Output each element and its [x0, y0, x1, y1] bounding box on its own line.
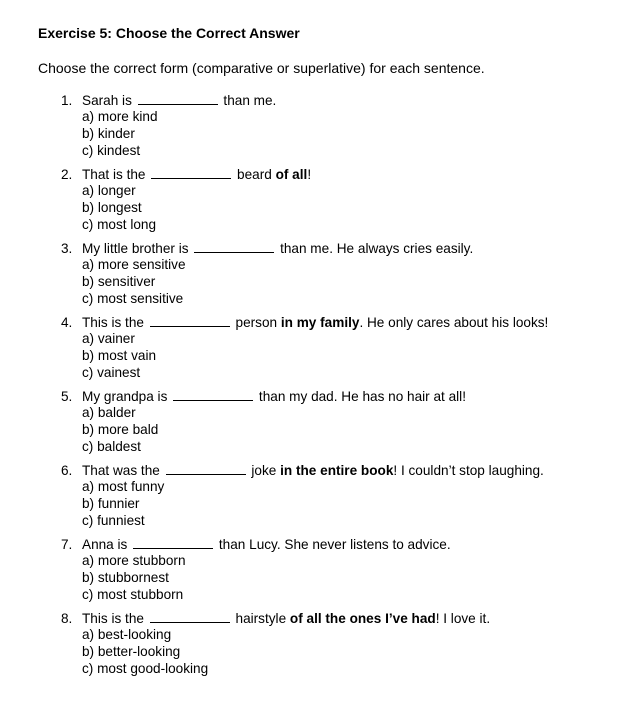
option-c[interactable]: c) most long — [82, 217, 157, 232]
question-sentence — [61, 388, 466, 405]
answer-options — [82, 552, 186, 603]
sentence-middle: person — [231, 315, 281, 330]
sentence-start: Anna is — [82, 537, 132, 552]
answer-options — [82, 626, 208, 677]
sentence-end: than my dad. He has no hair at all! — [255, 389, 466, 404]
option-a[interactable]: a) more kind — [82, 109, 158, 124]
answer-options — [82, 108, 158, 159]
question-1 — [0, 92, 619, 166]
sentence-emphasis: of all — [275, 167, 308, 182]
question-7 — [0, 536, 619, 610]
option-c[interactable]: c) most good-looking — [82, 661, 209, 676]
answer-blank[interactable] — [138, 92, 218, 105]
sentence-start: My grandpa is — [82, 389, 172, 404]
question-number: 7. — [61, 537, 73, 552]
question-sentence — [61, 610, 490, 627]
question-3 — [0, 240, 619, 314]
question-sentence — [61, 92, 276, 109]
sentence-end: ! I couldn’t stop laughing. — [393, 463, 544, 478]
sentence-emphasis: in the entire book — [280, 463, 394, 478]
exercise-title: Exercise 5: Choose the Correct Answer — [38, 25, 300, 41]
answer-options — [82, 182, 156, 233]
answer-blank[interactable] — [150, 314, 230, 327]
sentence-end: than Lucy. She never listens to advice. — [215, 537, 451, 552]
sentence-start: That is the — [82, 167, 150, 182]
option-a[interactable]: a) best-looking — [82, 627, 172, 642]
answer-options — [82, 404, 158, 455]
question-number: 1. — [61, 93, 73, 108]
question-number: 8. — [61, 611, 73, 626]
option-c[interactable]: c) funniest — [82, 513, 145, 528]
option-b[interactable]: b) better-looking — [82, 644, 181, 659]
question-4 — [0, 314, 619, 388]
answer-options — [82, 330, 156, 381]
sentence-start: This is the — [82, 315, 148, 330]
question-number: 5. — [61, 389, 73, 404]
sentence-start: Sarah is — [82, 93, 136, 108]
question-sentence — [61, 536, 451, 553]
sentence-end: than me. He always cries easily. — [276, 241, 474, 256]
question-number: 6. — [61, 463, 73, 478]
answer-blank[interactable] — [173, 388, 253, 401]
question-number: 2. — [61, 167, 73, 182]
question-2 — [0, 166, 619, 240]
question-number: 4. — [61, 315, 73, 330]
sentence-emphasis: in my family — [280, 315, 360, 330]
option-a[interactable]: a) balder — [82, 405, 136, 420]
answer-blank[interactable] — [166, 462, 246, 475]
option-a[interactable]: a) more stubborn — [82, 553, 186, 568]
question-sentence — [61, 462, 544, 479]
sentence-middle: hairstyle — [231, 611, 290, 626]
sentence-start: This is the — [82, 611, 148, 626]
question-number: 3. — [61, 241, 73, 256]
option-a[interactable]: a) longer — [82, 183, 136, 198]
exercise-instructions: Choose the correct form (comparative or superlative) for each sentence. — [38, 60, 485, 76]
option-a[interactable]: a) most funny — [82, 479, 165, 494]
option-a[interactable]: a) vainer — [82, 331, 135, 346]
question-6 — [0, 462, 619, 536]
question-list — [0, 92, 619, 684]
sentence-middle: beard — [233, 167, 276, 182]
option-c[interactable]: c) vainest — [82, 365, 141, 380]
question-sentence — [61, 314, 548, 331]
option-a[interactable]: a) more sensitive — [82, 257, 186, 272]
option-c[interactable]: c) most sensitive — [82, 291, 184, 306]
sentence-end: ! I love it. — [435, 611, 491, 626]
option-b[interactable]: b) most vain — [82, 348, 157, 363]
option-b[interactable]: b) sensitiver — [82, 274, 156, 289]
answer-blank[interactable] — [194, 240, 274, 253]
question-sentence — [61, 166, 311, 183]
option-b[interactable]: b) funnier — [82, 496, 140, 511]
option-c[interactable]: c) most stubborn — [82, 587, 184, 602]
sentence-end: ! — [307, 167, 312, 182]
sentence-start: My little brother is — [82, 241, 193, 256]
answer-options — [82, 256, 186, 307]
sentence-emphasis: of all the ones I’ve had — [289, 611, 436, 626]
option-c[interactable]: c) baldest — [82, 439, 141, 454]
option-b[interactable]: b) kinder — [82, 126, 135, 141]
sentence-middle: joke — [247, 463, 281, 478]
option-b[interactable]: b) more bald — [82, 422, 159, 437]
question-sentence — [61, 240, 473, 257]
sentence-start: That was the — [82, 463, 164, 478]
answer-blank[interactable] — [150, 610, 230, 623]
option-b[interactable]: b) longest — [82, 200, 142, 215]
question-8 — [0, 610, 619, 684]
option-c[interactable]: c) kindest — [82, 143, 141, 158]
question-5 — [0, 388, 619, 462]
answer-options — [82, 478, 164, 529]
sentence-end: . He only cares about his looks! — [359, 315, 549, 330]
option-b[interactable]: b) stubbornest — [82, 570, 169, 585]
answer-blank[interactable] — [151, 166, 231, 179]
sentence-end: than me. — [219, 93, 277, 108]
answer-blank[interactable] — [133, 536, 213, 549]
